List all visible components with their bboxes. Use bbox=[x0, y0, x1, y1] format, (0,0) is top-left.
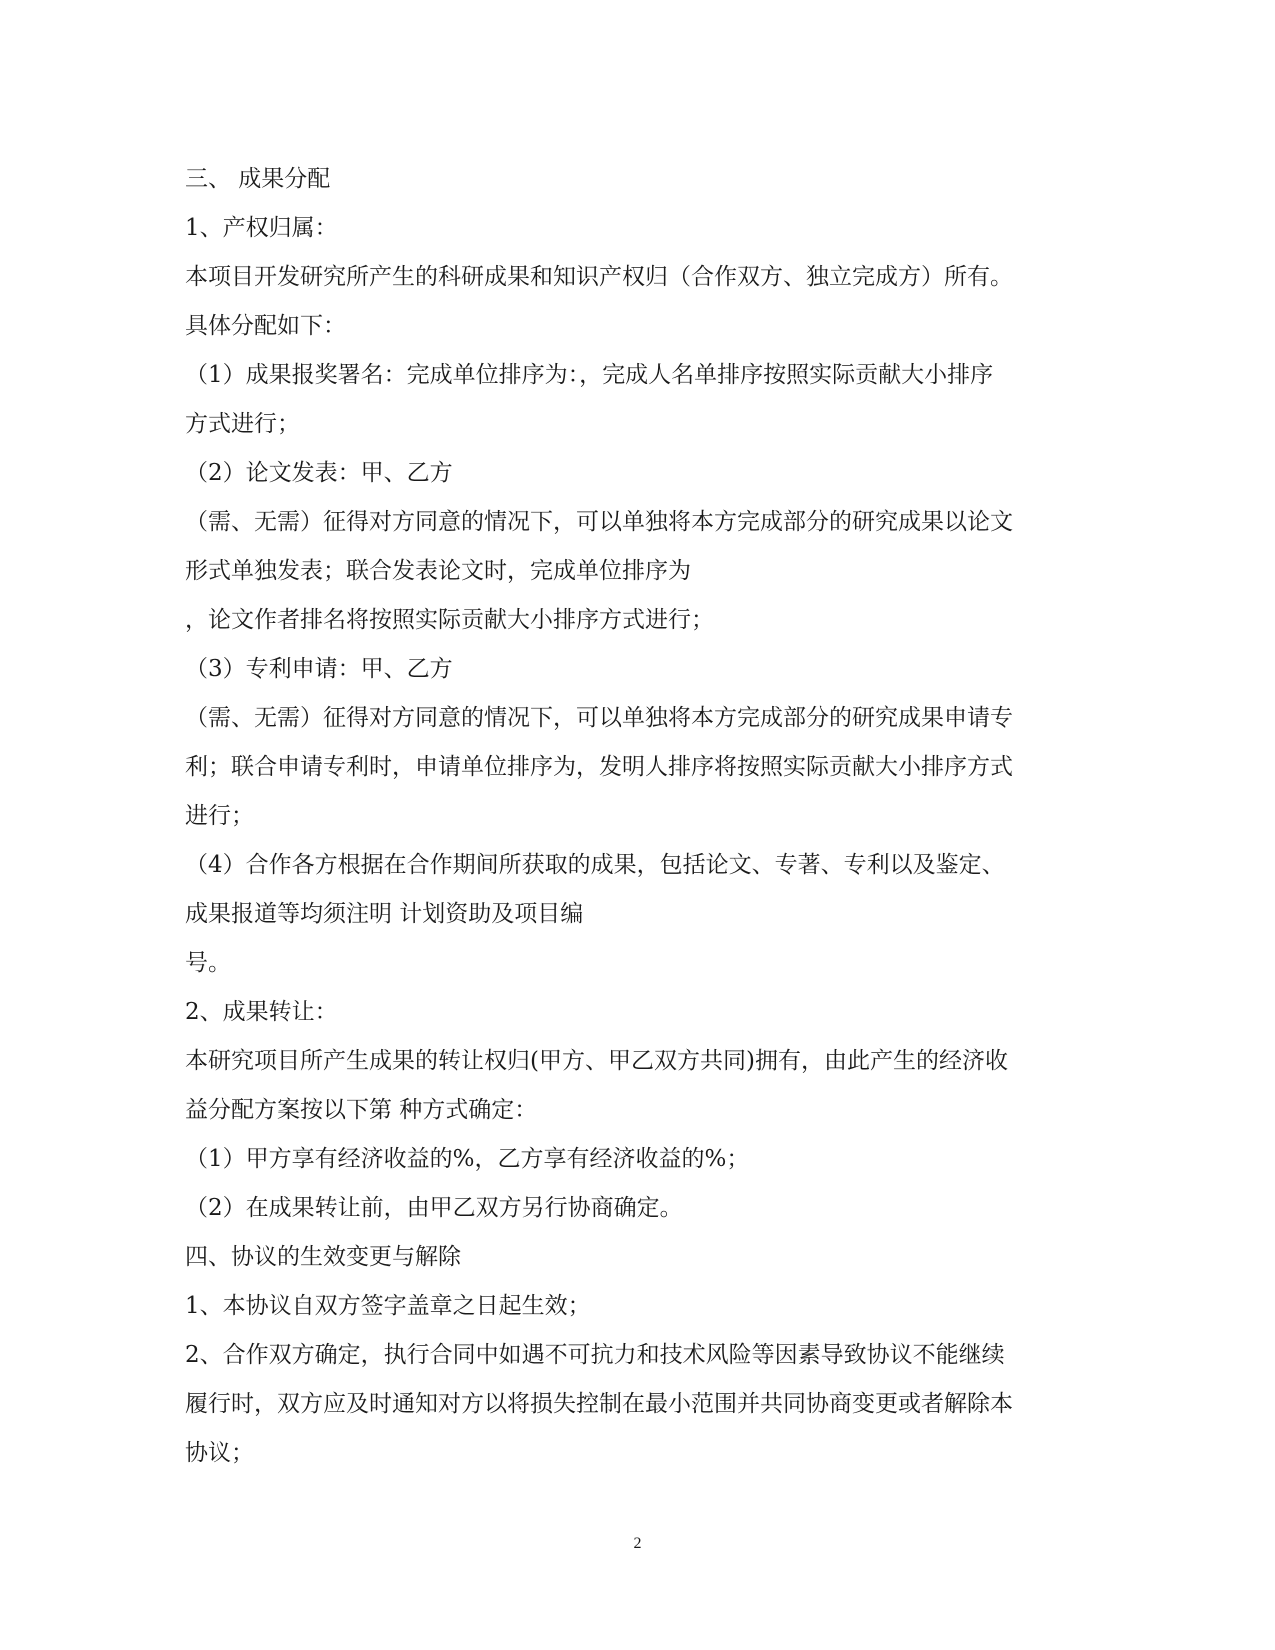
paragraph-line: （需、无需）征得对方同意的情况下，可以单独将本方完成部分的研究成果以论文 bbox=[185, 509, 1013, 535]
paragraph-line: 具体分配如下： bbox=[185, 313, 346, 339]
paragraph-line: 进行； bbox=[185, 803, 254, 829]
paragraph-line: （3）专利申请：甲、乙方 bbox=[185, 656, 453, 682]
document-body bbox=[185, 155, 1090, 1478]
paragraph-line: 益分配方案按以下第 种方式确定： bbox=[185, 1097, 538, 1123]
paragraph-line: （1）甲方享有经济收益的%，乙方享有经济收益的%； bbox=[185, 1146, 750, 1172]
paragraph-line: 本研究项目所产生成果的转让权归(甲方、甲乙双方共同)拥有，由此产生的经济收 bbox=[185, 1048, 1008, 1074]
paragraph-line: 履行时，双方应及时通知对方以将损失控制在最小范围并共同协商变更或者解除本 bbox=[185, 1391, 1013, 1417]
paragraph-line: （需、无需）征得对方同意的情况下，可以单独将本方完成部分的研究成果申请专 bbox=[185, 705, 1013, 731]
subheading-transfer: 2、成果转让： bbox=[185, 999, 338, 1025]
paragraph-line: （4）合作各方根据在合作期间所获取的成果，包括论文、专著、专利以及鉴定、 bbox=[185, 852, 1005, 878]
paragraph-line: 协议； bbox=[185, 1440, 254, 1466]
paragraph-line: 2、合作双方确定，执行合同中如遇不可抗力和技术风险等因素导致协议不能继续 bbox=[185, 1342, 1005, 1368]
paragraph-line: 1、本协议自双方签字盖章之日起生效； bbox=[185, 1293, 591, 1319]
paragraph-line: 利；联合申请专利时，申请单位排序为，发明人排序将按照实际贡献大小排序方式 bbox=[185, 754, 1013, 780]
paragraph-line: （2）论文发表：甲、乙方 bbox=[185, 460, 453, 486]
paragraph-line: ，论文作者排名将按照实际贡献大小排序方式进行； bbox=[185, 607, 714, 633]
subheading-ownership: 1、产权归属： bbox=[185, 215, 338, 241]
paragraph-line: （1）成果报奖署名：完成单位排序为：，完成人名单排序按照实际贡献大小排序 bbox=[185, 362, 994, 388]
paragraph-line: 号。 bbox=[185, 950, 231, 976]
paragraph-line: （2）在成果转让前，由甲乙双方另行协商确定。 bbox=[185, 1195, 683, 1221]
section-heading-3: 三、 成果分配 bbox=[185, 166, 331, 192]
page-number: 2 bbox=[633, 1535, 642, 1552]
section-heading-4: 四、协议的生效变更与解除 bbox=[185, 1244, 461, 1270]
paragraph-line: 本项目开发研究所产生的科研成果和知识产权归（合作双方、独立完成方）所有。 bbox=[185, 264, 1013, 290]
paragraph-line: 成果报道等均须注明 计划资助及项目编 bbox=[185, 901, 584, 927]
paragraph-line: 形式单独发表；联合发表论文时，完成单位排序为 bbox=[185, 558, 691, 584]
paragraph-line: 方式进行； bbox=[185, 411, 300, 437]
